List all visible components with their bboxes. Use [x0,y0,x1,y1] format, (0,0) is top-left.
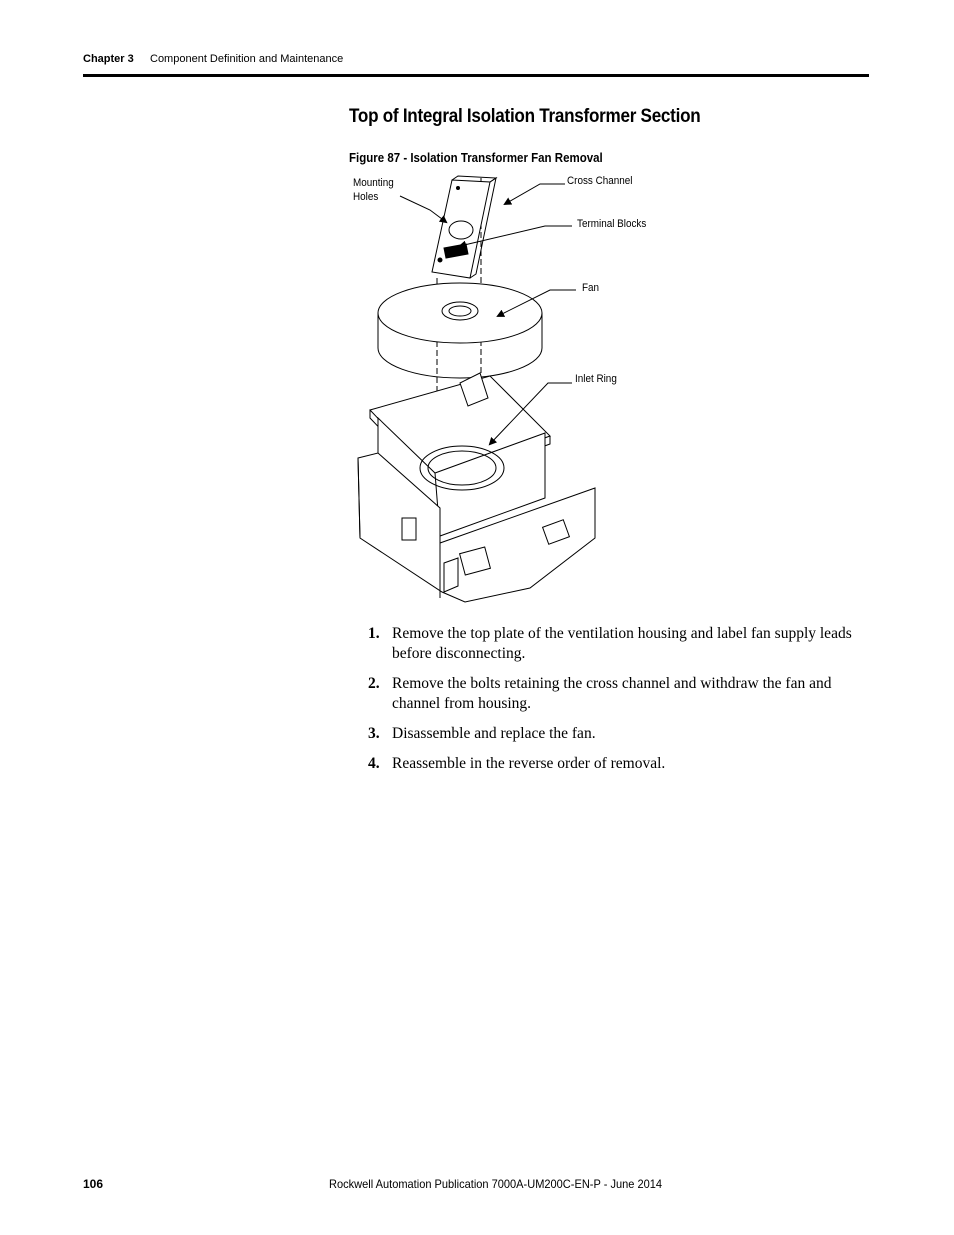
step-text: Remove the top plate of the ventilation housing and label fan supply leads before disconnecting. [392,625,852,662]
step-number: 4. [368,755,380,772]
publication-info: Rockwell Automation Publication 7000A-UM200C-EN-P - June 2014 [329,1177,663,1191]
figure-caption: Figure 87 - Isolation Transformer Fan Removal [349,151,603,165]
fan-label: Fan [582,282,600,294]
mounting-holes-label [353,177,394,203]
inlet-ring-label: Inlet Ring [575,373,617,385]
cross-channel-label: Cross Channel [567,175,633,187]
chapter-label: Chapter 3 [83,53,134,65]
terminal-blocks-label: Terminal Blocks [577,218,647,230]
step-item [368,754,868,774]
step-text: Remove the bolts retaining the cross channel and withdraw the fan and channel from housing. [392,675,832,712]
step-number: 3. [368,725,380,742]
step-item [368,624,868,664]
page-title: Top of Integral Isolation Transformer Section [349,106,701,127]
section-title: Component Definition and Maintenance [150,53,344,65]
fan-part [378,283,542,378]
step-number: 2. [368,675,380,692]
procedure-steps [368,624,868,784]
cross-channel-part [432,176,496,278]
step-number: 1. [368,625,380,642]
header-rule [83,74,869,77]
step-item [368,674,868,714]
mounting-label-line2: Holes [353,191,379,203]
page-number: 106 [83,1177,104,1191]
housing-part [358,373,595,602]
step-text: Disassemble and replace the fan. [392,725,596,742]
fan-removal-figure [340,168,680,608]
fan-removal-drawing [340,168,680,608]
step-item [368,724,868,744]
mounting-label-line1: Mounting [353,177,394,189]
step-text: Reassemble in the reverse order of removal. [392,755,666,772]
